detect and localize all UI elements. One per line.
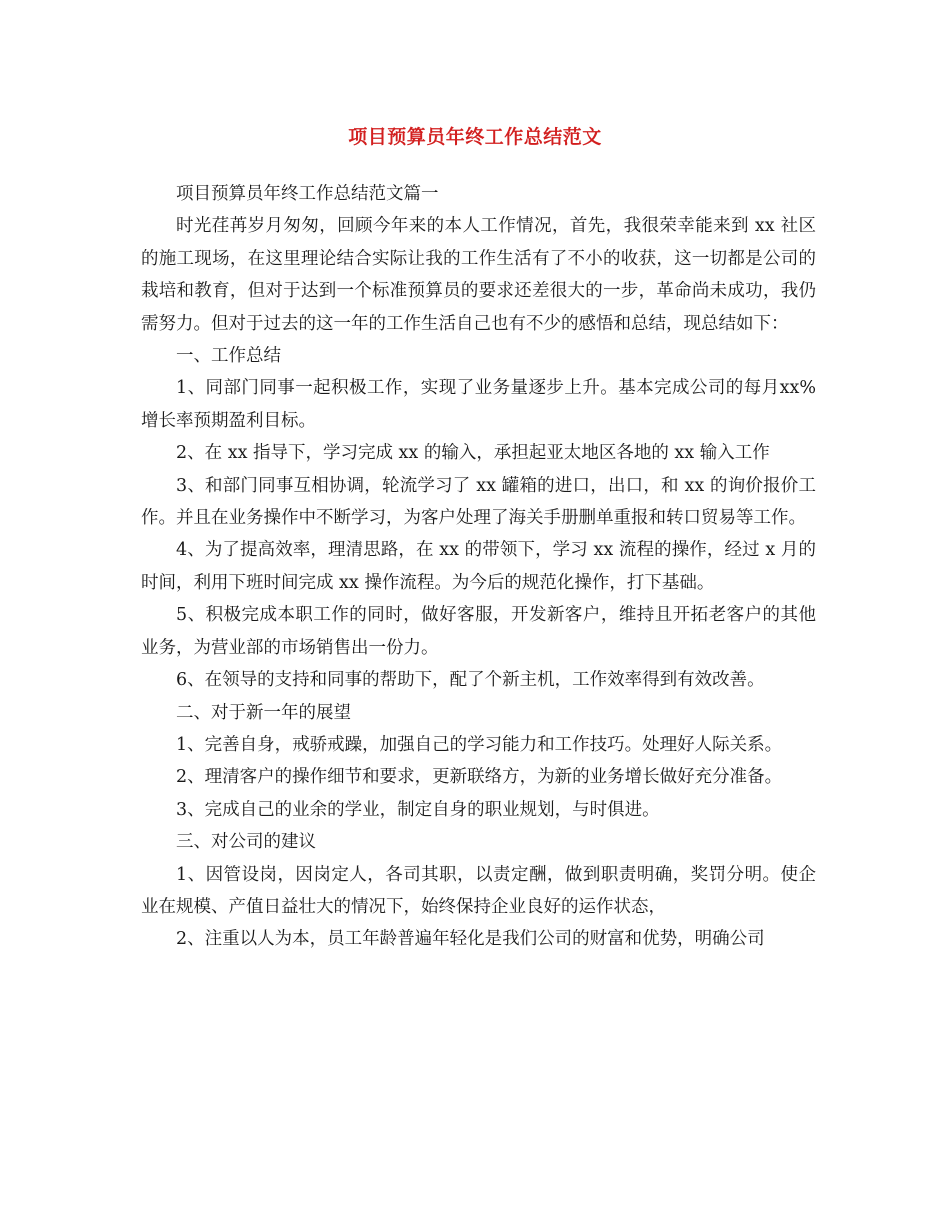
section-heading: 二、对于新一年的展望 bbox=[176, 702, 351, 723]
paragraph-intro: 时光荏苒岁月匆匆，回顾今年来的本人工作情况，首先，我很荣幸能来到 xx 社区的施工现场，在这里理论结合实际让我的工作生活有了不小的收获，这一切都是公司的栽培和教育，但对于达到一个标准预算员的要求还差很大的一步，革命尚未成功，我仍需努力。但对于过去的这一年的工作生活自己也有不少的感悟和总结，现总结如下： bbox=[141, 216, 816, 334]
list-item: 1、同部门同事一起积极工作，实现了业务量逐步上升。基本完成公司的每月xx%增长率预期盈利目标。 bbox=[141, 378, 816, 431]
list-item: 5、积极完成本职工作的同时，做好客服，开发新客户，维持且开拓老客户的其他业务，为营业部的市场销售出一份力。 bbox=[141, 605, 816, 658]
section-heading: 项目预算员年终工作总结范文篇一 bbox=[176, 184, 439, 204]
list-item: 3、完成自己的业余的学业，制定自身的职业规划，与时俱进。 bbox=[176, 799, 660, 820]
list-item: 4、为了提高效率，理清思路，在 xx 的带领下，学习 xx 流程的操作，经过 x 月的时间，利用下班时间完成 xx 操作流程。为今后的规范化操作，打下基础。 bbox=[141, 540, 816, 593]
list-item: 3、和部门同事互相协调，轮流学习了 xx 罐箱的进口，出口，和 xx 的询价报价工作。并且在业务操作中不断学习，为客户处理了海关手册删单重报和转口贸易等工作。 bbox=[141, 475, 816, 529]
document-body bbox=[141, 178, 816, 956]
list-item: 1、完善自身，戒骄戒躁，加强自己的学习能力和工作技巧。处理好人际关系。 bbox=[176, 734, 783, 755]
section-heading: 三、对公司的建议 bbox=[176, 832, 316, 853]
list-item: 2、在 xx 指导下，学习完成 xx 的输入，承担起亚太地区各地的 xx 输入工作 bbox=[176, 443, 770, 464]
list-item: 1、因管设岗，因岗定人，各司其职，以责定酬，做到职责明确，奖罚分明。使企业在规模、产值日益壮大的情况下，始终保持企业良好的运作状态， bbox=[141, 864, 816, 917]
list-item: 2、注重以人为本，员工年龄普遍年轻化是我们公司的财富和优势，明确公司 bbox=[176, 929, 765, 950]
list-item: 6、在领导的支持和同事的帮助下，配了个新主机，工作效率得到有效改善。 bbox=[176, 670, 765, 691]
section-heading: 一、工作总结 bbox=[176, 346, 281, 367]
list-item: 2、理清客户的操作细节和要求，更新联络方，为新的业务增长做好充分准备。 bbox=[176, 767, 783, 788]
document-title: 项目预算员年终工作总结范文 bbox=[348, 126, 602, 148]
